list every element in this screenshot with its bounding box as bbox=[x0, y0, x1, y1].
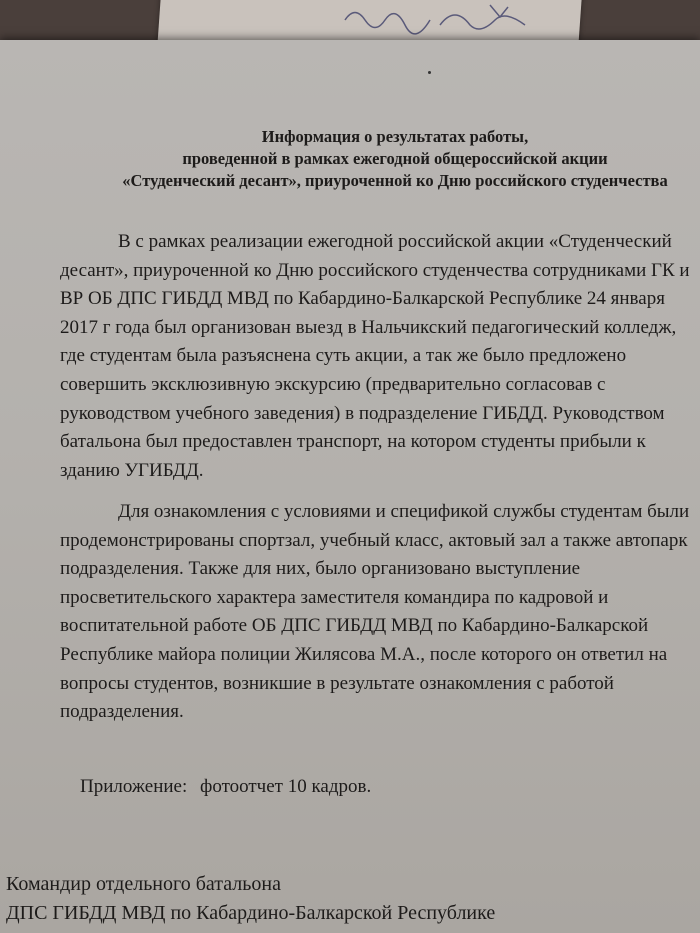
paragraph-line: Республике майора полиции Жилясова М.А., после которого он ответил на bbox=[60, 643, 668, 665]
paragraph-line: зданию УГИБДД. bbox=[60, 459, 204, 481]
title-line: проведенной в рамках ежегодной общероссийской акции bbox=[182, 149, 608, 168]
attachment-note bbox=[80, 776, 371, 798]
paragraph-2 bbox=[60, 498, 700, 727]
paragraph-line: руководством учебного заведения) в подразделение ГИБДД. Руководством bbox=[60, 402, 665, 424]
title-line: Информация о результатах работы, bbox=[261, 127, 529, 146]
signature-line: Командир отдельного батальона bbox=[6, 873, 281, 895]
paragraph-1 bbox=[60, 228, 692, 485]
paragraph-line: 2017 г года был организован выезд в Нальчикский педагогический колледж, bbox=[60, 316, 677, 338]
ink-dot bbox=[428, 71, 431, 74]
handwriting-scribble bbox=[340, 0, 540, 40]
document-page bbox=[0, 40, 700, 933]
paragraph-line: продемонстрированы спортзал, учебный класс, актовый зал а также автопарк bbox=[60, 529, 688, 551]
paragraph-line: ВР ОБ ДПС ГИБДД МВД по Кабардино-Балкарской Республике 24 января bbox=[60, 288, 665, 310]
paragraph-line: батальона был предоставлен транспорт, на котором студенты прибыли к bbox=[60, 431, 646, 453]
paragraph-line: подразделения. bbox=[60, 701, 184, 723]
paragraph-line: В с рамках реализации ежегодной российской акции «Студенческий bbox=[118, 231, 672, 252]
paragraph-line: Для ознакомления с условиями и спецификой службы студентам были bbox=[118, 501, 690, 522]
paragraph-line: подразделения. Также для них, было организовано выступление bbox=[60, 558, 581, 580]
paragraph-line: вопросы студентов, возникшие в результате ознакомления с работой bbox=[60, 672, 614, 694]
paragraph-line: воспитательной работе ОБ ДПС ГИБДД МВД по Кабардино-Балкарской bbox=[60, 615, 649, 637]
document-title bbox=[100, 126, 690, 192]
title-line: «Студенческий десант», приуроченной ко Дню российского студенчества bbox=[122, 171, 668, 190]
paragraph-line: просветительского характера заместителя командира по кадровой и bbox=[60, 586, 609, 608]
paragraph-line: где студентам была разъяснена суть акции, а так же было предложено bbox=[60, 345, 627, 367]
paragraph-line: совершить эксклюзивную экскурсию (предварительно согласовав с bbox=[60, 373, 606, 395]
attachment-value: фотоотчет 10 кадров. bbox=[200, 776, 372, 797]
attachment-label: Приложение: bbox=[80, 776, 188, 797]
paragraph-line: десант», приуроченной ко Дню российского студенчества сотрудниками ГК и bbox=[60, 259, 690, 281]
signature-block bbox=[6, 870, 495, 928]
signature-line: ДПС ГИБДД МВД по Кабардино-Балкарской Республике bbox=[6, 902, 496, 924]
